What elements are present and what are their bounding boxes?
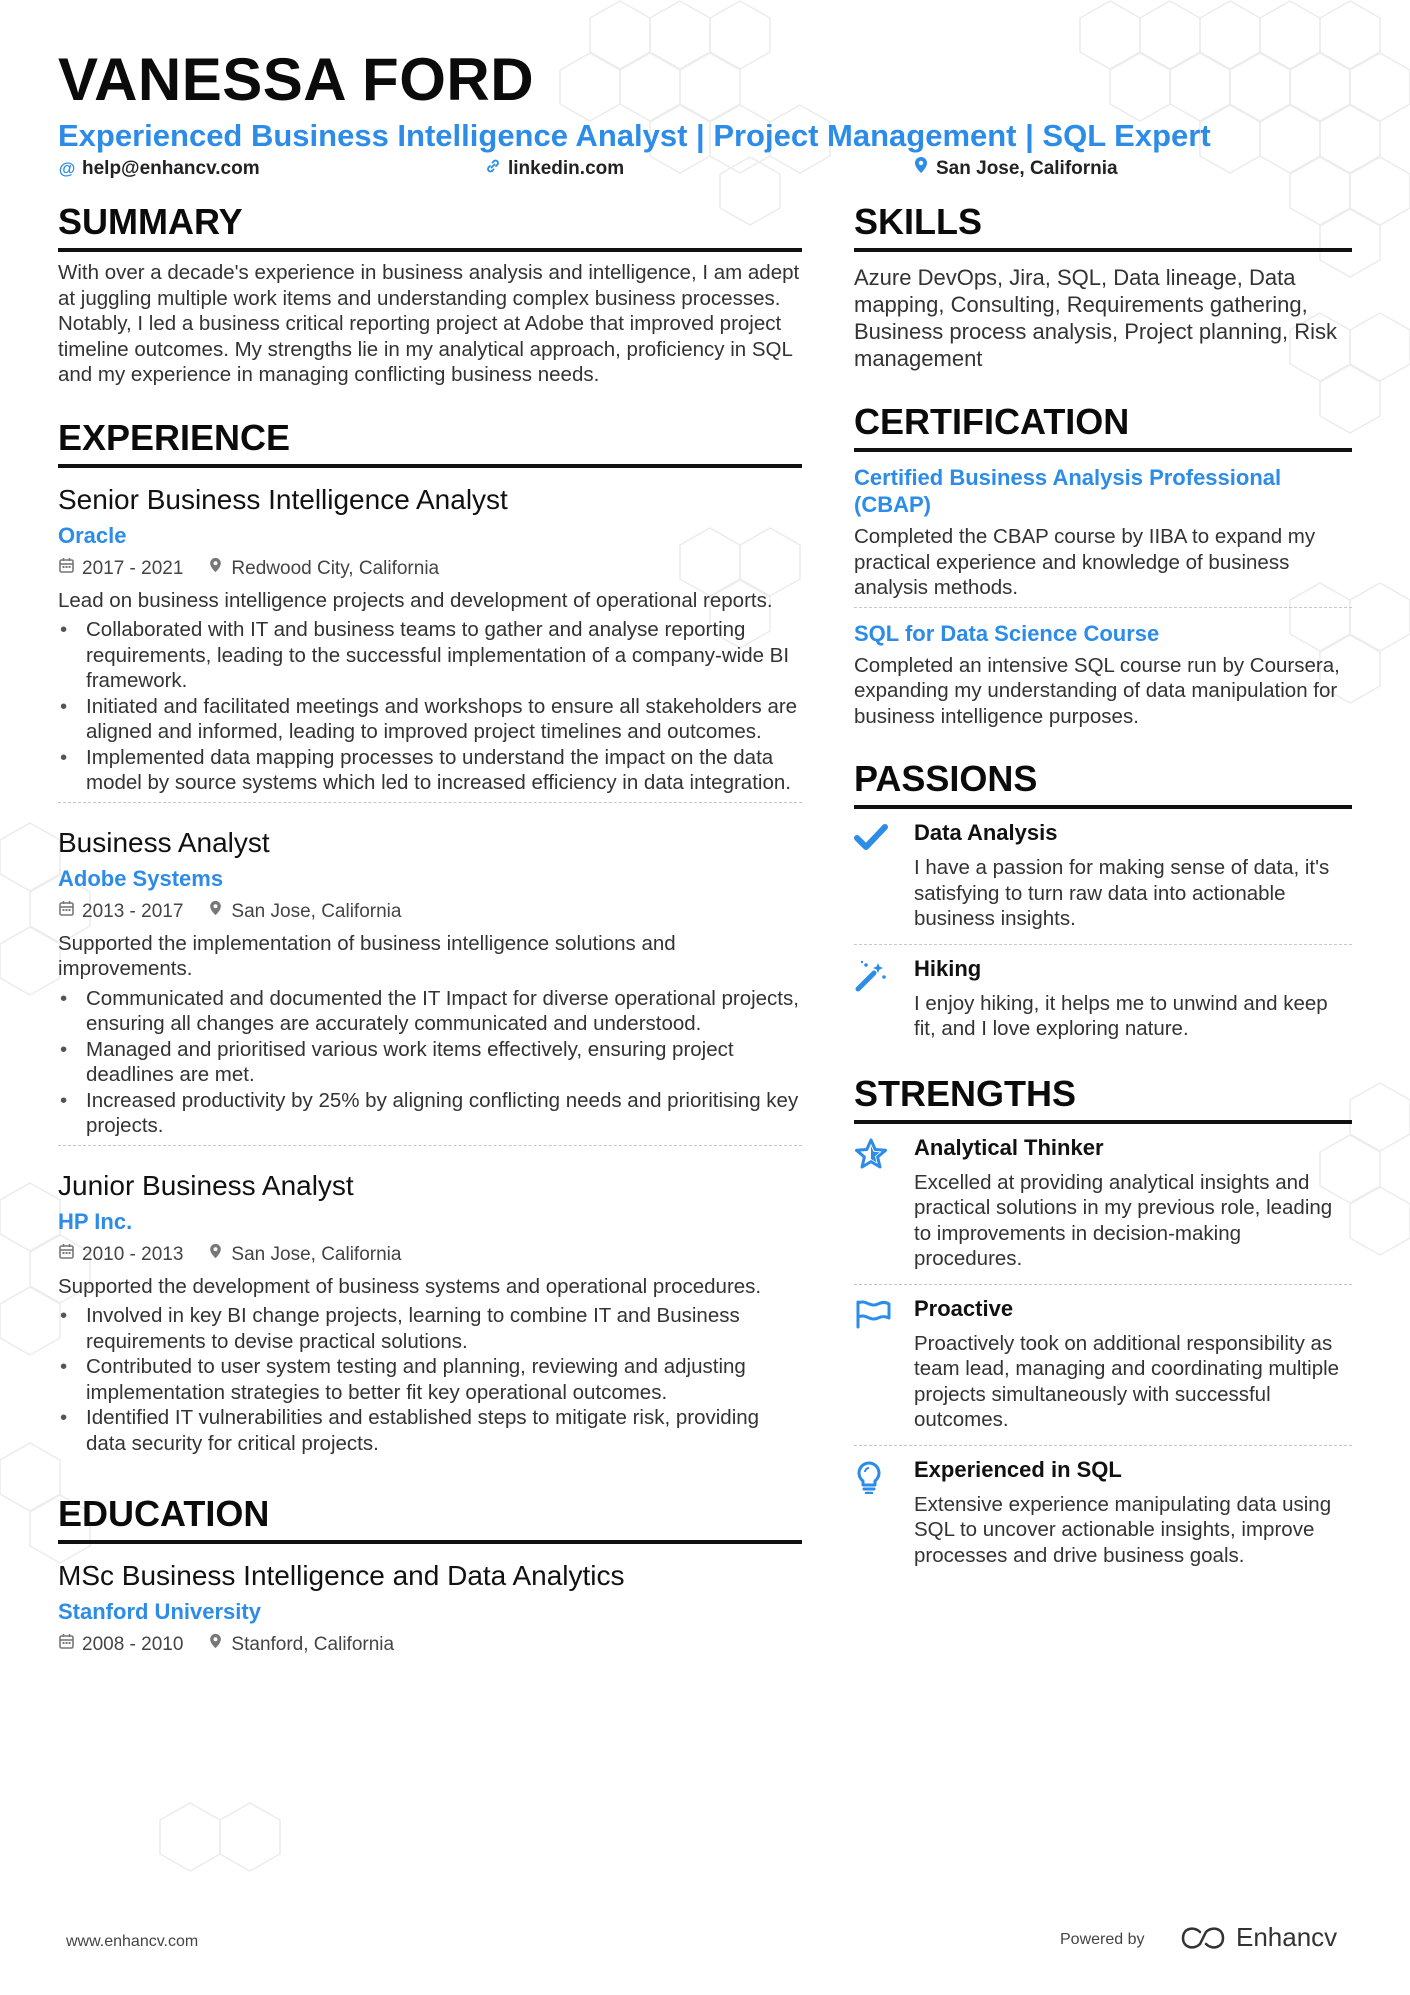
link-icon: [484, 156, 502, 182]
strength-title: Experienced in SQL: [914, 1456, 1122, 1482]
calendar-icon: [58, 899, 74, 925]
company-name: HP Inc.: [58, 1208, 133, 1234]
contact-linkedin[interactable]: [484, 156, 624, 182]
job-location: [207, 556, 439, 582]
experience-entry: [58, 825, 802, 1154]
job-location-text: San Jose, California: [231, 900, 402, 922]
certification-text: Completed the CBAP course by IIBA to expand my practical experience and knowledge of business analysis methods.: [854, 525, 1316, 599]
email-text: help@enhancv.com: [82, 158, 260, 179]
experience-entry: [58, 482, 802, 811]
school-name: Stanford University: [58, 1599, 261, 1624]
job-bullet: • Managed and prioritised various work items effectively, ensuring project deadlines are met.: [58, 1037, 802, 1088]
strength-entry: [854, 1446, 1352, 1581]
job-bullets: [58, 986, 802, 1139]
strength-entry: [854, 1124, 1352, 1284]
job-bullet: • Collaborated with IT and business teams to gather and analyse reporting requirements, leading to the successful implementation of a company-wide BI framework.: [58, 617, 802, 694]
contact-email[interactable]: [58, 156, 260, 182]
job-bullet: • Initiated and facilitated meetings and workshops to ensure all stakeholders are aligned and informed, leading to improved project timelines and outcomes.: [58, 694, 802, 745]
certification-title: SQL for Data Science Course: [854, 620, 1160, 646]
summary-heading: SUMMARY: [58, 200, 802, 252]
job-bullets: [58, 1303, 802, 1456]
experience-heading: EXPERIENCE: [58, 416, 802, 468]
lightbulb-icon: [854, 1460, 884, 1494]
passion-body: [914, 955, 1352, 1042]
passion-body: [914, 819, 1352, 932]
contact-location: [912, 156, 1118, 182]
location-pin-icon: [207, 1632, 223, 1658]
experience-entry: [58, 1168, 802, 1465]
education-location: [207, 1632, 394, 1658]
star-icon: [854, 1138, 888, 1170]
job-description: Supported the development of business systems and operational procedures.: [58, 1274, 762, 1298]
strengths-section: [854, 1072, 1352, 1581]
location-pin-icon: [207, 899, 223, 925]
job-meta: [58, 1242, 802, 1268]
summary-section: [58, 200, 802, 388]
calendar-icon: [58, 556, 74, 582]
magic-wand-icon: [854, 959, 888, 993]
job-bullet: • Involved in key BI change projects, learning to combine IT and Business requirements to devise practical solutions.: [58, 1303, 802, 1354]
location-pin-icon: [207, 556, 223, 582]
education-section: [58, 1492, 802, 1666]
job-bullet: • Communicated and documented the IT Impact for diverse operational projects, ensuring all changes are accurately communicated and understood.: [58, 986, 802, 1037]
certification-entry: [854, 620, 1352, 730]
job-bullet: • Identified IT vulnerabilities and established steps to mitigate risk, providing data security for critical projects.: [58, 1405, 802, 1456]
skills-section: [854, 200, 1352, 372]
strength-icon-wrap: [854, 1134, 914, 1272]
strength-icon-wrap: [854, 1456, 914, 1569]
at-sign-icon: @: [58, 159, 76, 178]
certification-section: [854, 400, 1352, 729]
skills-heading: SKILLS: [854, 200, 1352, 252]
job-location: [207, 899, 401, 925]
checkmark-icon: [854, 823, 888, 851]
location-pin-icon: [912, 156, 930, 182]
job-location-text: Redwood City, California: [231, 557, 440, 579]
passion-title: Data Analysis: [914, 820, 1058, 845]
passion-icon-wrap: [854, 955, 914, 1042]
strength-text: Extensive experience manipulating data using SQL to uncover actionable insights, improve processes and drive business goals.: [914, 1492, 1332, 1567]
education-meta: [58, 1632, 802, 1658]
certification-title: Certified Business Analysis Professional (CBAP): [854, 465, 1282, 517]
education-location-text: Stanford, California: [231, 1634, 395, 1655]
calendar-icon: [58, 1242, 74, 1268]
passion-text: I have a passion for making sense of data, it's satisfying to turn raw data into actionable business insights.: [914, 856, 1330, 930]
job-dates: 2017 - 2021: [82, 557, 184, 579]
skills-text: Azure DevOps, Jira, SQL, Data lineage, Data mapping, Consulting, Requirements gathering, Business process analysis, Project planning, Risk management: [854, 265, 1338, 371]
enhancv-logo-icon: [1180, 1926, 1226, 1950]
job-meta: [58, 556, 802, 582]
job-bullet: • Contributed to user system testing and planning, reviewing and adjusting implementation strategies to better fit key operational outcomes.: [58, 1354, 802, 1405]
company-name: Adobe Systems: [58, 865, 224, 891]
calendar-icon: [58, 1632, 74, 1658]
passion-entry: [854, 809, 1352, 944]
passion-title: Hiking: [914, 955, 982, 981]
passions-section: [854, 757, 1352, 1054]
job-meta: [58, 899, 802, 925]
linkedin-text: linkedin.com: [508, 158, 625, 179]
job-title: Business Analyst: [58, 826, 270, 858]
strength-title: Proactive: [914, 1295, 1014, 1321]
strength-text: Proactively took on additional responsibility as team lead, managing and coordinating multiple projects simultaneously with successful outcomes.: [914, 1331, 1340, 1431]
job-bullet: • Implemented data mapping processes to understand the impact on the data model by source systems which led to increased efficiency in data integration.: [58, 745, 802, 796]
job-location-text: San Jose, California: [231, 1243, 402, 1265]
strength-entry: [854, 1285, 1352, 1445]
passion-text: I enjoy hiking, it helps me to unwind and keep fit, and I love exploring nature.: [914, 991, 1328, 1040]
candidate-name: VANESSA FORD: [58, 46, 535, 113]
right-column: [854, 200, 1352, 1580]
degree-title: MSc Business Intelligence and Data Analytics: [58, 1560, 625, 1591]
strength-icon-wrap: [854, 1295, 914, 1433]
job-location: [207, 1242, 401, 1268]
passion-entry: [854, 945, 1352, 1054]
summary-text: With over a decade's experience in business analysis and intelligence, I am adept at juggling multiple work items and understanding complex business processes. Notably, I led a business critical reporting project at Adobe that improved project timeline outcomes. My strengths lie in my analytical approach, proficiency in SQL and my experience in managing conflicting business needs.: [58, 261, 800, 386]
certification-text: Completed an intensive SQL course run by Coursera, expanding my understanding of data manipulation for business intelligence purposes.: [854, 653, 1340, 728]
enhancv-logo[interactable]: [1180, 1922, 1337, 1953]
strength-body: [914, 1295, 1352, 1433]
strength-title: Analytical Thinker: [914, 1134, 1104, 1160]
education-entry: [58, 1558, 802, 1666]
certification-entry: [854, 464, 1352, 608]
job-title: Junior Business Analyst: [58, 1169, 354, 1201]
entry-divider: [854, 607, 1352, 608]
certification-heading: CERTIFICATION: [854, 400, 1352, 452]
job-bullet: • Increased productivity by 25% by aligning conflicting needs and prioritising key projects.: [58, 1088, 802, 1139]
strengths-heading: STRENGTHS: [854, 1072, 1352, 1124]
passion-icon-wrap: [854, 819, 914, 932]
strength-body: [914, 1134, 1352, 1272]
job-title: Senior Business Intelligence Analyst: [58, 483, 508, 515]
entry-divider: [58, 1145, 802, 1146]
education-heading: EDUCATION: [58, 1492, 802, 1544]
location-pin-icon: [207, 1242, 223, 1268]
job-dates: 2013 - 2017: [82, 900, 184, 922]
passions-heading: PASSIONS: [854, 757, 1352, 809]
flag-icon: [854, 1299, 892, 1329]
enhancv-brand-text: Enhancv: [1236, 1922, 1338, 1952]
job-description: Supported the implementation of business intelligence solutions and improvements.: [58, 931, 676, 980]
job-description: Lead on business intelligence projects and development of operational reports.: [58, 588, 773, 612]
education-dates: 2008 - 2010: [82, 1634, 184, 1655]
entry-divider: [58, 802, 802, 803]
job-dates: 2010 - 2013: [82, 1243, 184, 1265]
strength-text: Excelled at providing analytical insights and practical solutions in my previous role, leading to improvements in decision-making procedures.: [914, 1170, 1333, 1270]
footer-website[interactable]: www.enhancv.com: [66, 1933, 199, 1950]
location-text: San Jose, California: [936, 158, 1118, 179]
left-column: [58, 200, 802, 1666]
strength-body: [914, 1456, 1352, 1569]
company-name: Oracle: [58, 522, 127, 548]
job-bullets: [58, 617, 802, 796]
experience-section: [58, 416, 802, 1465]
footer-powered-by: Powered by: [1060, 1931, 1145, 1948]
candidate-headline: Experienced Business Intelligence Analyst | Project Management | SQL Expert: [58, 118, 1211, 153]
